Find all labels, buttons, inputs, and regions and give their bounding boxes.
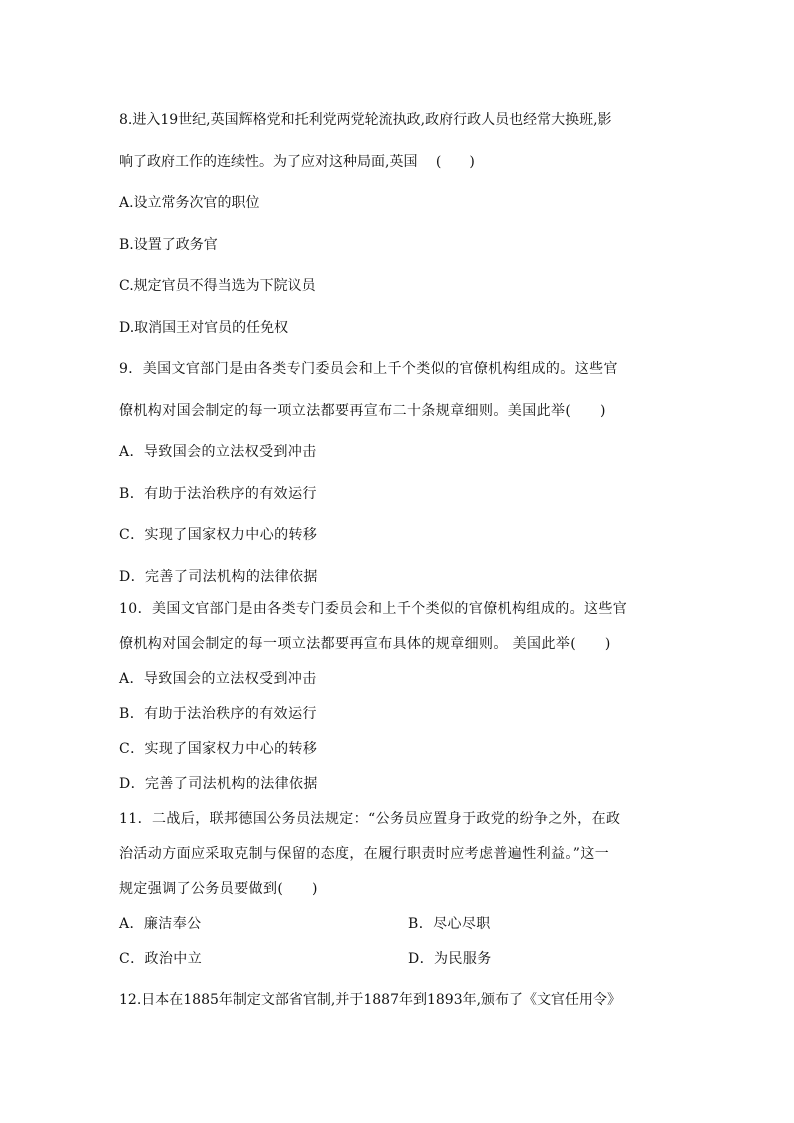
question-8-stem-line1: 8.进入19世纪,英国辉格党和托利党两党轮流执政,政府行政人员也经常大换班,影 bbox=[119, 112, 612, 128]
question-8-stem-line2: 响了政府工作的连续性。为了应对这种局面,英国 ( ) bbox=[119, 154, 475, 170]
question-11-option-d: D．为民服务 bbox=[408, 951, 492, 967]
question-10-option-a: A．导致国会的立法权受到冲击 bbox=[119, 671, 317, 687]
question-11-option-a: A．廉洁奉公 bbox=[119, 916, 202, 932]
question-11-option-b: B．尽心尽职 bbox=[408, 916, 491, 932]
question-9-option-a: A．导致国会的立法权受到冲击 bbox=[119, 444, 317, 460]
question-8-option-c: C.规定官员不得当选为下院议员 bbox=[119, 278, 316, 294]
question-8-option-d: D.取消国王对官员的任免权 bbox=[119, 320, 289, 336]
question-10-option-c: C．实现了国家权力中心的转移 bbox=[119, 741, 318, 757]
question-11-option-c: C．政治中立 bbox=[119, 951, 203, 967]
question-11-stem-line2: 治活动方面应采取克制与保留的态度，在履行职责时应考虑普遍性利益。”这一 bbox=[119, 846, 610, 862]
question-10-stem-line1: 10．美国文官部门是由各类专门委员会和上千个类似的官僚机构组成的。这些官 bbox=[119, 601, 628, 617]
question-9-option-b: B．有助于法治秩序的有效运行 bbox=[119, 486, 317, 502]
question-10-option-b: B．有助于法治秩序的有效运行 bbox=[119, 706, 317, 722]
question-9-stem-line2: 僚机构对国会制定的每一项立法都要再宣布二十条规章细则。美国此举( ) bbox=[119, 403, 606, 419]
question-9-option-c: C．实现了国家权力中心的转移 bbox=[119, 527, 318, 543]
question-11-stem-line1: 11．二战后，联邦德国公务员法规定：“公务员应置身于政党的纷争之外，在政 bbox=[119, 811, 621, 827]
question-9-option-d: D．完善了司法机构的法律依据 bbox=[119, 569, 318, 585]
question-8-option-b: B.设置了政务官 bbox=[119, 237, 218, 253]
question-11-stem-line3: 规定强调了公务员要做到( ) bbox=[119, 881, 318, 897]
question-12-stem-line1: 12.日本在1885年制定文部省官制,并于1887年到1893年,颁布了《文官任用令》 bbox=[119, 992, 622, 1008]
question-8-option-a: A.设立常务次官的职位 bbox=[119, 195, 260, 211]
question-10-option-d: D．完善了司法机构的法律依据 bbox=[119, 776, 318, 792]
question-9-stem-line1: 9．美国文官部门是由各类专门委员会和上千个类似的官僚机构组成的。这些官 bbox=[119, 361, 618, 377]
question-10-stem-line2: 僚机构对国会制定的每一项立法都要再宣布具体的规章细则。 美国此举( ) bbox=[119, 636, 611, 652]
